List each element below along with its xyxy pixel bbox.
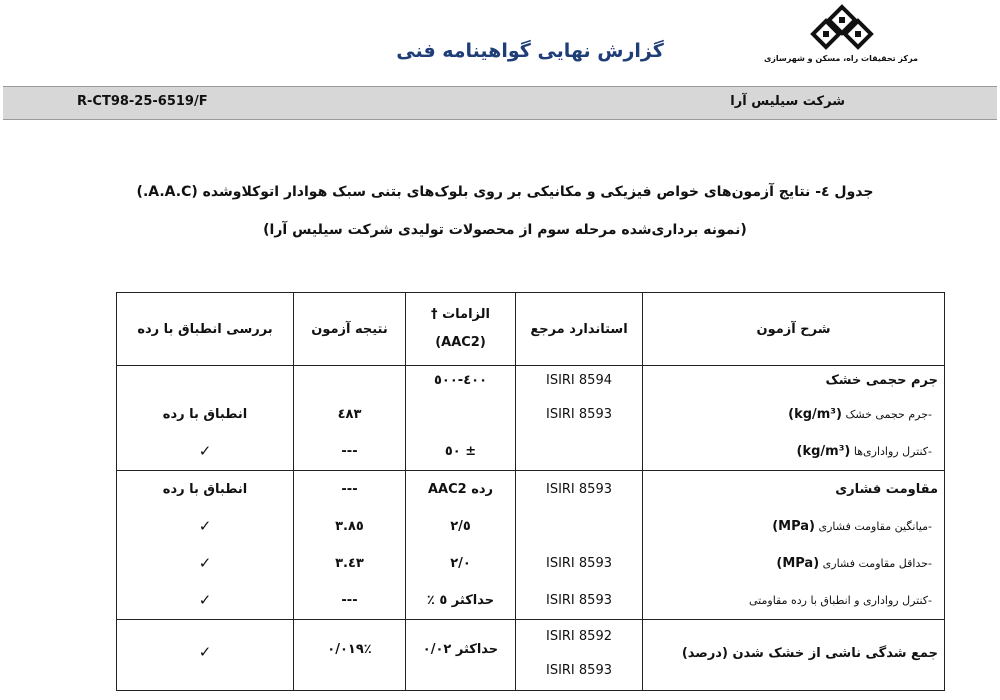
- header-req-line1: الزامات †: [431, 307, 490, 322]
- cell-standard: ISIRI 8594 ISIRI 8593: [516, 366, 643, 471]
- desc-sub: -کنترل رواداری‌ها (kg/m³): [796, 444, 932, 459]
- check-icon: ✓: [198, 517, 212, 535]
- check-icon: ✓: [198, 643, 212, 661]
- cell-result: ٪٠/٠١٩: [294, 620, 406, 691]
- reference-code: R-CT98-25-6519/F: [77, 94, 208, 109]
- desc-sub: -میانگین مقاومت فشاری (MPa): [772, 519, 932, 534]
- desc-title: جمع شدگی ناشی از خشک شدن (درصد): [681, 646, 938, 661]
- header-requirements: [406, 293, 516, 366]
- desc-sub: -کنترل رواداری و انطباق با رده مقاومتی: [749, 594, 932, 607]
- cell-desc: [643, 620, 945, 691]
- table-row: [117, 366, 945, 471]
- table-row: [117, 620, 945, 691]
- cell-standard: ISIRI 8593 ISIRI 8593 ISIRI 8593: [516, 471, 643, 620]
- table-header-row: [117, 293, 945, 366]
- check-icon: ✓: [198, 442, 212, 460]
- org-logo-icon: [810, 4, 874, 50]
- cell-requirement: ٤٠٠-٥٠٠ ± ٥٠: [406, 366, 516, 471]
- results-table: [116, 292, 945, 691]
- cell-standard: ISIRI 8592 ISIRI 8593: [516, 620, 643, 691]
- cell-compliance: انطباق با رده ✓: [117, 366, 294, 471]
- cell-requirement: حداکثر ٠/٠٢: [406, 620, 516, 691]
- header-req-line2: (AAC2): [435, 335, 486, 350]
- cell-compliance: انطباق با رده ✓ ✓ ✓: [117, 471, 294, 620]
- table-subcaption: (نمونه برداری‌شده مرحله سوم از محصولات تولیدی شرکت سیلیس آرا): [263, 222, 747, 238]
- cell-desc: [643, 471, 945, 620]
- report-title: گزارش نهایی گواهینامه فنی: [396, 40, 664, 62]
- desc-title: جرم حجمی خشک: [825, 373, 938, 388]
- header-compliance: بررسی انطباق با رده: [117, 293, 294, 366]
- check-icon: ✓: [198, 591, 212, 609]
- cell-result: ٤٨٣ ---: [294, 366, 406, 471]
- cell-result: --- ٣.٨٥ ٣.٤٣ ---: [294, 471, 406, 620]
- org-logo-block: [742, 4, 918, 74]
- cell-desc: [643, 366, 945, 471]
- table-row: [117, 471, 945, 620]
- header-standard: استاندارد مرجع: [516, 293, 643, 366]
- desc-sub: -جرم حجمی خشک (kg/m³): [788, 407, 932, 422]
- check-icon: ✓: [198, 554, 212, 572]
- header-desc: شرح آزمون: [643, 293, 945, 366]
- company-name: شرکت سیلیس آرا: [730, 94, 845, 109]
- table-caption: جدول ٤- نتایج آزمون‌های خواص فیزیکی و مکانیکی بر روی بلوک‌های بتنی سبک هوادار اتوکلاوشده (A.A.C.): [136, 184, 874, 200]
- desc-title: مقاومت فشاری: [835, 482, 938, 497]
- logo-caption: مرکز تحقیقات راه، مسکن و شهرسازی: [763, 54, 918, 63]
- cell-compliance: [117, 620, 294, 691]
- header-result: نتیجه آزمون: [294, 293, 406, 366]
- desc-sub: -حداقل مقاومت فشاری (MPa): [776, 556, 932, 571]
- cell-requirement: رده AAC2 ٢/٥ ٢/٠ حداکثر ٥ ٪: [406, 471, 516, 620]
- info-bar: [3, 86, 997, 120]
